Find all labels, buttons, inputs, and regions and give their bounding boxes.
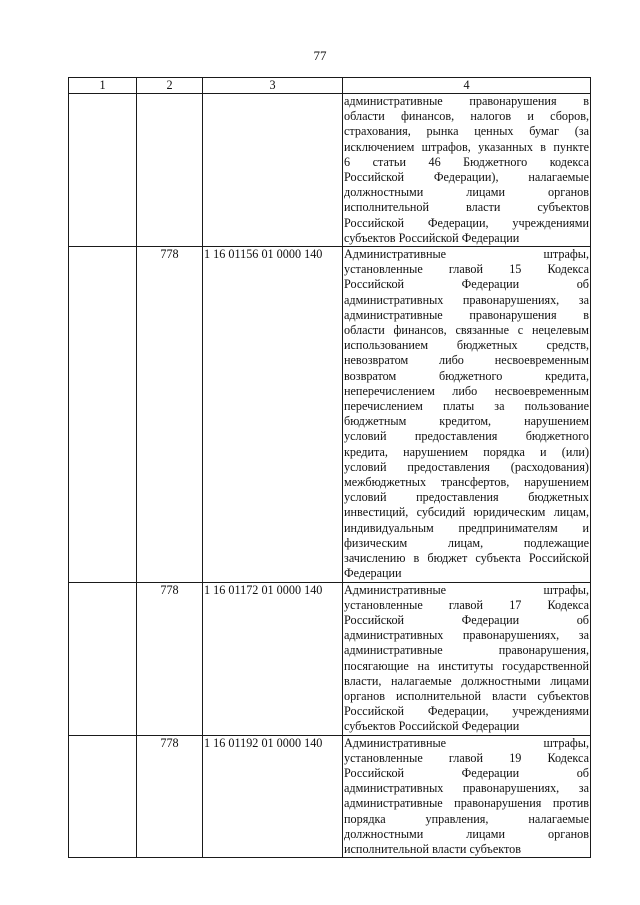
column-header-1: 1 [69,78,137,94]
description-line: Российской Федерации об [344,612,589,627]
description-line: Административные штрафы, [344,247,589,262]
row-cell-col1 [69,247,137,582]
description-line: исполнительной власти субъектов [344,200,589,215]
row-cell-col1 [69,94,137,247]
row-cell-admin-code: 778 [137,247,203,582]
description-line: физическим лицам, подлежащие [344,535,589,550]
description-text [344,736,589,858]
description-line: инвестиций, субсидий юридическим лицам, [344,505,589,520]
description-text [344,583,589,735]
description-line: Российской Федерации, учреждениями [344,704,589,719]
description-line: условий предоставления бюджетного [344,429,589,444]
description-line: межбюджетных трансфертов, нарушением [344,475,589,490]
row-cell-admin-code: 778 [137,735,203,858]
description-line: возвратом бюджетного кредита, [344,368,589,383]
table-row [69,94,591,247]
row-cell-budget-code: 1 16 01156 01 0000 140 [203,247,343,582]
description-line: порядка управления, налагаемые [344,811,589,826]
description-line: административные правонарушения против [344,796,589,811]
description-line: субъектов Российской Федерации [344,719,520,734]
description-line: области финансов, налогов и сборов, [344,109,589,124]
column-header-4: 4 [343,78,591,94]
table-header-row [69,78,591,94]
description-line: субъектов Российской Федерации [344,230,520,245]
description-line: должностными лицами органов [344,185,589,200]
row-cell-budget-code [203,94,343,247]
description-line: 6 статьи 46 Бюджетного кодекса [344,154,589,169]
column-header-3: 3 [203,78,343,94]
description-text [344,247,589,581]
description-line: индивидуальным предпринимателям и [344,520,589,535]
description-line: административных правонарушениях, за [344,781,589,796]
description-line: установленные главой 19 Кодекса [344,750,589,765]
description-line: перечислением платы за пользование [344,399,589,414]
description-line: органов исполнительной власти субъектов [344,688,589,703]
description-line: административные правонарушения в [344,94,589,108]
row-cell-admin-code: 778 [137,582,203,735]
description-line: использованием бюджетных средств, [344,338,589,353]
description-line: исключением штрафов, указанных в пункте [344,139,589,154]
description-line: должностными лицами органов [344,826,589,841]
description-line: неперечислением либо несвоевременным [344,383,589,398]
table-row [69,582,591,735]
description-line: условий предоставления (расходования) [344,459,589,474]
description-line: Административные штрафы, [344,735,589,750]
description-text [344,94,589,246]
description-line: Российской Федерации об [344,765,589,780]
row-cell-description [343,94,591,247]
row-cell-budget-code: 1 16 01172 01 0000 140 [203,582,343,735]
description-line: посягающие на институты государственной [344,658,589,673]
description-line: Российской Федерации), налагаемые [344,170,589,185]
description-line: исполнительной власти субъектов [344,841,522,856]
budget-codes-table [68,77,591,858]
description-line: административных правонарушениях, за [344,628,589,643]
row-cell-col1 [69,735,137,858]
table-row [69,247,591,582]
description-line: бюджетным кредитом, нарушением [344,414,589,429]
row-cell-description [343,247,591,582]
row-cell-admin-code [137,94,203,247]
description-line: установленные главой 15 Кодекса [344,262,589,277]
description-line: Российской Федерации об [344,277,589,292]
table-row [69,735,591,858]
row-cell-description [343,735,591,858]
description-line: Федерации [344,566,402,581]
description-line: Российской Федерации, учреждениями [344,215,589,230]
description-line: Административные штрафы, [344,582,589,597]
description-line: условий предоставления бюджетных [344,490,589,505]
description-line: установленные главой 17 Кодекса [344,597,589,612]
description-line: невозвратом либо несвоевременным [344,353,589,368]
description-line: административных правонарушениях, за [344,292,589,307]
description-line: зачислению в бюджет субъекта Российской [344,551,589,566]
row-cell-description [343,582,591,735]
description-line: страхования, рынка ценных бумаг (за [344,124,589,139]
page-number: 77 [313,48,327,63]
column-header-2: 2 [137,78,203,94]
description-line: власти, налагаемые должностными лицами [344,673,589,688]
description-line: кредита, нарушением порядка и (или) [344,444,589,459]
row-cell-budget-code: 1 16 01192 01 0000 140 [203,735,343,858]
description-line: административные правонарушения в [344,307,589,322]
description-line: административные правонарушения, [344,643,589,658]
row-cell-col1 [69,582,137,735]
description-line: области финансов, связанные с нецелевым [344,323,589,338]
